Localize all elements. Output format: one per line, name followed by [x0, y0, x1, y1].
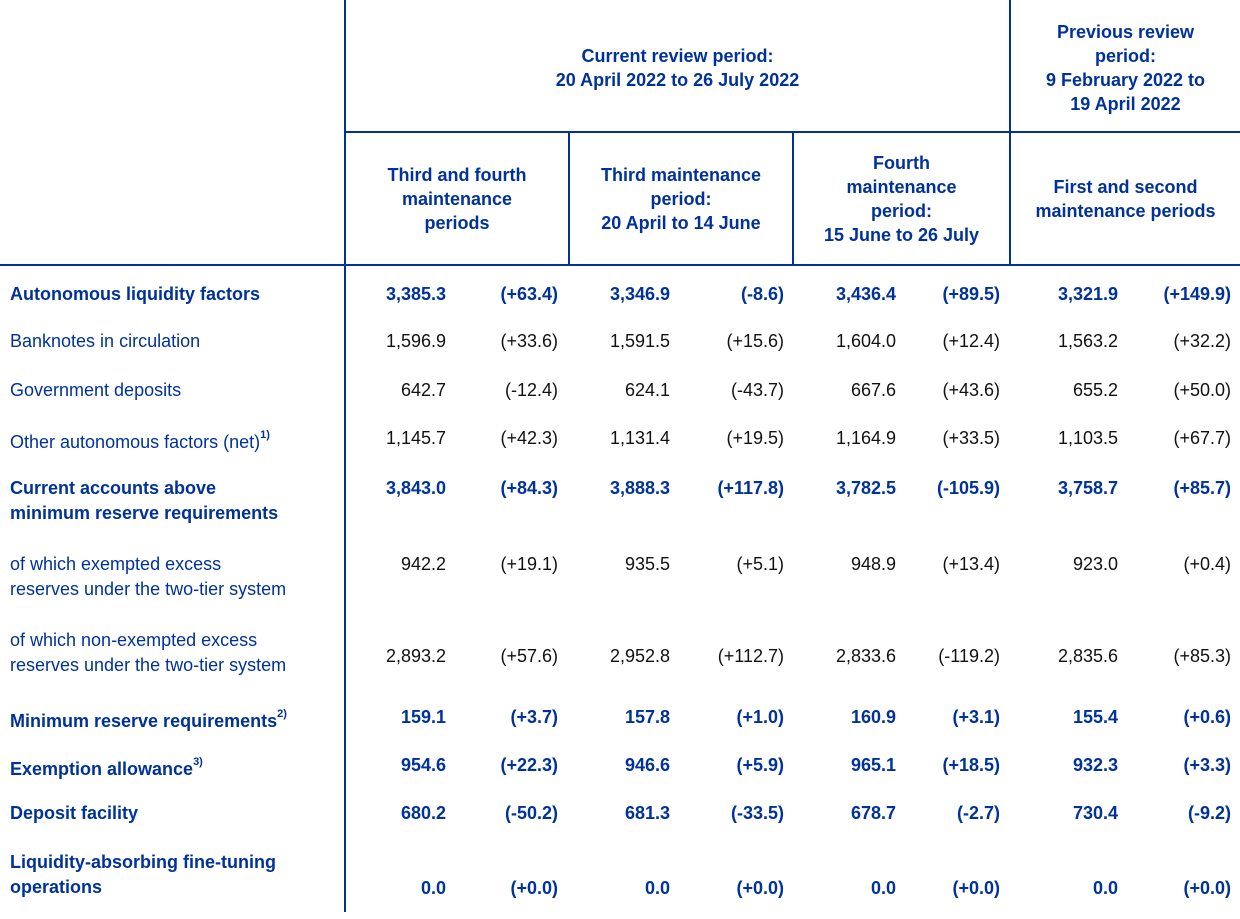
table-row-deposit-facility — [0, 801, 1240, 826]
cell-change: (+5.9) — [736, 755, 784, 775]
row-label: Minimum reserve requirements$^{2)}$ — [10, 708, 287, 731]
cell-value: 946.6 — [624, 755, 670, 775]
row-label: Banknotes in circulation — [10, 331, 201, 351]
cell-change: (+13.4) — [942, 554, 1000, 574]
cell-change: (+63.4) — [500, 284, 558, 304]
cell-value: 3,758.7 — [1057, 478, 1118, 498]
cell-value: 3,888.3 — [609, 478, 670, 498]
cell-value: 932.3 — [1072, 755, 1118, 775]
cell-value: 948.9 — [850, 554, 896, 574]
cell-change: (+18.5) — [942, 755, 1000, 775]
row-label: Exemption allowance$^{3)}$ — [10, 756, 203, 779]
header-first-second-periods: First and second maintenance periods — [1035, 176, 1216, 221]
cell-change: (-12.4) — [504, 380, 558, 400]
cell-change: (+112.7) — [717, 646, 784, 666]
cell-change: (+15.6) — [726, 331, 784, 351]
cell-value: 3,782.5 — [835, 478, 896, 498]
cell-change: (+117.8) — [717, 478, 784, 498]
cell-value: 0.0 — [420, 878, 446, 898]
cell-change: (+5.1) — [736, 554, 784, 574]
cell-value: 730.4 — [1072, 803, 1118, 823]
cell-change: (+19.1) — [500, 554, 558, 574]
cell-value: 1,596.9 — [385, 331, 446, 351]
cell-value: 965.1 — [850, 755, 896, 775]
header-fourth-period: Fourth maintenance period: 15 June to 26 July — [823, 152, 980, 245]
cell-change: (+50.0) — [1173, 380, 1231, 400]
cell-value: 1,103.5 — [1057, 428, 1118, 448]
cell-value: 1,604.0 — [835, 331, 896, 351]
cell-change: (+84.3) — [500, 478, 558, 498]
cell-value: 0.0 — [870, 878, 896, 898]
cell-change: (+42.3) — [500, 428, 558, 448]
cell-change: (+57.6) — [500, 646, 558, 666]
table-row-minimum-reserve-requirements — [0, 705, 1240, 730]
table-row-autonomous-liquidity-factors — [0, 282, 1240, 307]
table-row-exempted-excess-reserves — [0, 552, 1240, 604]
table-row-banknotes-in-circulation — [0, 329, 1240, 354]
header-third-fourth-periods: Third and fourth maintenance periods — [387, 164, 527, 233]
cell-value: 0.0 — [644, 878, 670, 898]
header-third-period: Third maintenance period: 20 April to 14 June — [600, 164, 762, 233]
cell-value: 3,346.9 — [609, 284, 670, 304]
row-label: Deposit facility — [10, 803, 139, 823]
footnote-marker: 3) — [193, 756, 203, 768]
divider-header-bottom — [0, 264, 1240, 266]
cell-value: 942.2 — [400, 554, 446, 574]
cell-value: 954.6 — [400, 755, 446, 775]
cell-change: (-50.2) — [504, 803, 558, 823]
header-current-period: Current review period: 20 April 2022 to 26 July 2022 — [555, 45, 800, 90]
cell-change: (+12.4) — [942, 331, 1000, 351]
row-label: Autonomous liquidity factors — [10, 284, 260, 304]
cell-change: (-8.6) — [740, 284, 784, 304]
cell-change: (-33.5) — [730, 803, 784, 823]
cell-value: 159.1 — [400, 707, 446, 727]
cell-value: 642.7 — [400, 380, 446, 400]
cell-value: 678.7 — [850, 803, 896, 823]
table-row-other-autonomous-factors — [0, 426, 1240, 451]
row-label: of which non-exempted excess reserves under the two-tier system — [10, 630, 287, 675]
cell-value: 0.0 — [1092, 878, 1118, 898]
cell-value: 3,843.0 — [385, 478, 446, 498]
footnote-marker: 2) — [277, 708, 287, 720]
cell-change: (-119.2) — [938, 646, 1000, 666]
cell-change: (+0.0) — [1183, 878, 1231, 898]
cell-change: (+3.1) — [952, 707, 1000, 727]
cell-change: (+22.3) — [500, 755, 558, 775]
cell-value: 155.4 — [1072, 707, 1118, 727]
cell-change: (+149.9) — [1163, 284, 1231, 304]
cell-value: 2,893.2 — [385, 646, 446, 666]
cell-value: 1,563.2 — [1057, 331, 1118, 351]
row-label: Other autonomous factors (net)$^{1)}$ — [10, 429, 270, 452]
cell-change: (-2.7) — [956, 803, 1000, 823]
cell-value: 2,952.8 — [609, 646, 670, 666]
cell-value: 680.2 — [400, 803, 446, 823]
row-label: Current accounts above minimum reserve requirements — [10, 478, 279, 523]
cell-value: 655.2 — [1072, 380, 1118, 400]
table-row-exemption-allowance — [0, 753, 1240, 778]
cell-value: 160.9 — [850, 707, 896, 727]
cell-value: 3,385.3 — [385, 284, 446, 304]
cell-change: (+3.7) — [510, 707, 558, 727]
cell-value: 1,591.5 — [609, 331, 670, 351]
cell-change: (-9.2) — [1187, 803, 1231, 823]
cell-change: (+3.3) — [1183, 755, 1231, 775]
cell-change: (+67.7) — [1173, 428, 1231, 448]
cell-value: 624.1 — [624, 380, 670, 400]
table-row-current-accounts — [0, 476, 1240, 528]
cell-change: (-43.7) — [730, 380, 784, 400]
cell-value: 667.6 — [850, 380, 896, 400]
table-row-non-exempted-excess-reserves — [0, 628, 1240, 680]
cell-value: 3,436.4 — [835, 284, 896, 304]
cell-change: (-105.9) — [936, 478, 1000, 498]
cell-value: 935.5 — [624, 554, 670, 574]
header-previous-period: Previous review period: 9 February 2022 to 19 April 2022 — [1045, 21, 1206, 114]
cell-value: 1,164.9 — [835, 428, 896, 448]
cell-change: (+89.5) — [942, 284, 1000, 304]
cell-change: (+43.6) — [942, 380, 1000, 400]
cell-value: 3,321.9 — [1057, 284, 1118, 304]
cell-change: (+0.0) — [736, 878, 784, 898]
row-label: Government deposits — [10, 380, 182, 400]
cell-change: (+0.6) — [1183, 707, 1231, 727]
cell-change: (+1.0) — [736, 707, 784, 727]
cell-value: 2,833.6 — [835, 646, 896, 666]
cell-change: (+85.7) — [1173, 478, 1231, 498]
cell-value: 157.8 — [624, 707, 670, 727]
cell-change: (+0.0) — [952, 878, 1000, 898]
footnote-marker: 1) — [260, 429, 270, 441]
cell-change: (+0.0) — [510, 878, 558, 898]
cell-value: 923.0 — [1072, 554, 1118, 574]
table-row-liquidity-absorbing-operations — [0, 850, 1240, 902]
cell-change: (+85.3) — [1173, 646, 1231, 666]
row-label: of which exempted excess reserves under the two-tier system — [10, 554, 287, 599]
cell-change: (+33.5) — [942, 428, 1000, 448]
table-row-government-deposits — [0, 378, 1240, 403]
row-label: Liquidity-absorbing fine-tuning operations — [10, 852, 276, 897]
cell-value: 1,145.7 — [385, 428, 446, 448]
cell-value: 2,835.6 — [1057, 646, 1118, 666]
cell-change: (+19.5) — [726, 428, 784, 448]
cell-change: (+33.6) — [500, 331, 558, 351]
cell-value: 1,131.4 — [609, 428, 670, 448]
cell-change: (+0.4) — [1183, 554, 1231, 574]
cell-value: 681.3 — [624, 803, 670, 823]
cell-change: (+32.2) — [1173, 331, 1231, 351]
